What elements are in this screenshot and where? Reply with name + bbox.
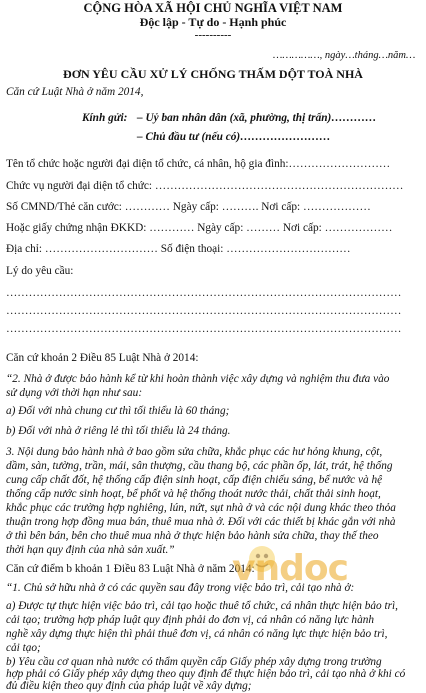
clause-2-line: thuận trong hợp đồng mua bán, thuê mua nhà ở. Đối với các thiết bị khác gắn với nhà (6, 516, 396, 528)
clause-2-line: sử dụng với thời hạn như sau: (6, 387, 143, 399)
dotted-line: …………………………………………………………………………………………… (6, 323, 402, 335)
recipient-label: Kính gửi: (82, 112, 128, 124)
clause-2-line: dầm, sàn, tường, trần, mái, sân thượng, cầu thang bộ, các phần ốp, lát, trát, hệ thống (6, 460, 393, 472)
clause-2-intro: Căn cứ khoản 2 Điều 85 Luật Nhà ở 2014: (6, 352, 199, 364)
clause-1-line: b) Yêu cầu cơ quan nhà nước có thẩm quyền cấp Giấy phép xây dựng trong trường (6, 656, 382, 668)
field-organization-name: Tên tổ chức hoặc người đại diện tổ chức, cá nhân, hộ gia đình:……………………… (6, 158, 391, 170)
document-title: ĐƠN YÊU CẦU XỬ LÝ CHỐNG THẤM DỘT TOÀ NHÀ (63, 67, 363, 81)
watermark-logo: vndoc (232, 548, 348, 589)
legal-basis: Căn cứ Luật Nhà ở năm 2014, (6, 86, 144, 98)
clause-2-line: thời hạn quy định của nhà sản xuất.” (6, 544, 175, 556)
field-address-phone: Địa chỉ: ………………………… Số điện thoại: …………………………… (6, 243, 351, 255)
clause-2-line: cung cấp chất đốt, hệ thống cấp điện sinh hoạt, cấp điện chiếu sáng, bể nước và hệ (6, 474, 383, 486)
clause-1-line: “1. Chủ sở hữu nhà ở có các quyền sau đây trong việc bảo trì, cải tạo nhà ở: (6, 582, 355, 594)
clause-2-line: ở thì bên bán, bên cho thuê mua nhà ở thực hiện bảo hành sửa chữa, thay thế theo (6, 530, 379, 542)
field-reason-label: Lý do yêu cầu: (6, 265, 74, 277)
dotted-line: …………………………………………………………………………………………… (6, 305, 402, 317)
dotted-line: …………………………………………………………………………………………… (6, 287, 402, 299)
clause-1-intro: Căn cứ điểm b khoản 1 Điều 83 Luật Nhà ở năm 2014: (6, 563, 255, 575)
clause-2-line: “2. Nhà ở được bảo hành kể từ khi hoàn thành việc xây dựng và nghiệm thu đưa vào (6, 373, 390, 385)
date-line: ……………, ngày…tháng…năm… (273, 50, 416, 61)
field-id-card: Số CMND/Thẻ căn cước: ………… Ngày cấp: ………. Nơi cấp: ……………… (6, 201, 371, 213)
recipient-line-2: – Chủ đầu tư (nếu có)…………………… (137, 131, 331, 143)
clause-2-line: khắc phục các trường hợp nghiêng, lún, nứt, sụt nhà ở và các nội dung khác theo thỏa (6, 502, 396, 514)
clause-1-line: hợp phải có Giấy phép xây dựng theo quy định để thực hiện bảo trì, cải tạo nhà ở khi có (6, 668, 406, 680)
clause-1-line: nghề xây dựng thực hiện thì phải thuê đơn vị, cá nhân có năng lực thực hiện bảo trì, (6, 628, 388, 640)
clause-2-line: a) Đối với nhà chung cư thì tối thiểu là 60 tháng; (6, 405, 230, 417)
field-position: Chức vụ người đại diện tổ chức: ………………………………………………………… (6, 180, 404, 192)
clause-1-line: đủ điều kiện theo quy định của pháp luật về xây dựng; (6, 680, 252, 692)
clause-2-line: 3. Nội dung bảo hành nhà ở bao gồm sửa chữa, khắc phục các hư hỏng khung, cột, (6, 446, 383, 458)
clause-2-line: b) Đối với nhà ở riêng lẻ thì tối thiểu là 24 tháng. (6, 425, 231, 437)
clause-2-line: thống cấp nước sinh hoạt, bể phốt và hệ thống thoát nước thải, chất thải sinh hoạt, (6, 488, 381, 500)
divider: ---------- (194, 29, 232, 41)
field-business-registration: Hoặc giấy chứng nhận ĐKKD: ………… Ngày cấp: ……… Nơi cấp: ……………… (6, 222, 393, 234)
clause-1-line: a) Được tự thực hiện việc bảo trì, cải tạo hoặc thuê tổ chức, cá nhân thực hiện bảo trì, (6, 600, 398, 612)
motto: Độc lập - Tự do - Hạnh phúc (139, 15, 287, 29)
clause-1-line: cải tạo; trường hợp pháp luật quy định phải do đơn vị, cá nhân có năng lực hành (6, 614, 375, 626)
recipient-line-1: – Uỷ ban nhân dân (xã, phường, thị trấn)………… (137, 112, 377, 124)
clause-1-line: cải tạo; (6, 642, 41, 654)
nation-heading: CỘNG HÒA XÃ HỘI CHỦ NGHĨA VIỆT NAM (83, 1, 343, 15)
